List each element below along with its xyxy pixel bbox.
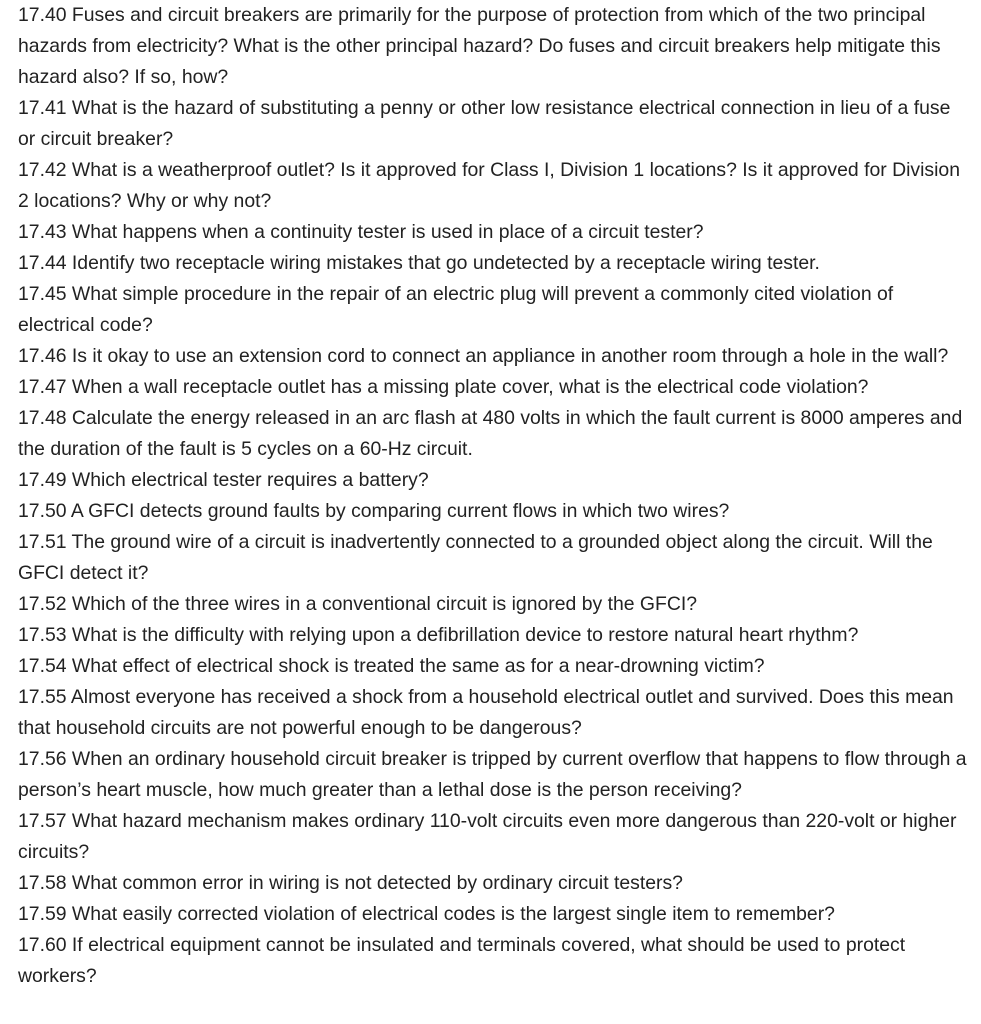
question-17-60: 17.60 If electrical equipment cannot be insulated and terminals covered, what should be used to protect workers? bbox=[18, 934, 906, 987]
question-17-54: 17.54 What effect of electrical shock is treated the same as for a near-drowning victim? bbox=[18, 655, 765, 677]
question-17-44: 17.44 Identify two receptacle wiring mistakes that go undetected by a receptacle wiring tester. bbox=[18, 252, 820, 274]
question-17-53: 17.53 What is the difficulty with relying upon a defibrillation device to restore natural heart rhythm? bbox=[18, 624, 859, 646]
question-17-42: 17.42 What is a weatherproof outlet? Is it approved for Class I, Division 1 locations? Is it approved for Division 2 locations? Why or why not? bbox=[18, 159, 960, 212]
question-17-47: 17.47 When a wall receptacle outlet has a missing plate cover, what is the electrical code violation? bbox=[18, 376, 869, 398]
question-17-50: 17.50 A GFCI detects ground faults by comparing current flows in which two wires? bbox=[18, 500, 730, 522]
question-17-58: 17.58 What common error in wiring is not detected by ordinary circuit testers? bbox=[18, 872, 683, 894]
question-17-51: 17.51 The ground wire of a circuit is inadvertently connected to a grounded object along the circuit. Will the GFCI detect it? bbox=[18, 531, 933, 584]
question-17-56: 17.56 When an ordinary household circuit breaker is tripped by current overflow that happens to flow through a person’s heart muscle, how much greater than a lethal dose is the person receiving? bbox=[18, 748, 967, 801]
question-17-57: 17.57 What hazard mechanism makes ordinary 110-volt circuits even more dangerous than 220-volt or higher circuits? bbox=[18, 810, 957, 863]
question-17-41: 17.41 What is the hazard of substituting a penny or other low resistance electrical connection in lieu of a fuse or circuit breaker? bbox=[18, 97, 951, 150]
question-17-59: 17.59 What easily corrected violation of electrical codes is the largest single item to remember? bbox=[18, 903, 835, 925]
question-17-52: 17.52 Which of the three wires in a conventional circuit is ignored by the GFCI? bbox=[18, 593, 698, 615]
question-17-46: 17.46 Is it okay to use an extension cord to connect an appliance in another room through a hole in the wall? bbox=[18, 345, 949, 367]
question-17-48: 17.48 Calculate the energy released in an arc flash at 480 volts in which the fault current is 8000 amperes and the duration of the fault is 5 cycles on a 60-Hz circuit. bbox=[18, 407, 963, 460]
question-17-40: 17.40 Fuses and circuit breakers are primarily for the purpose of protection from which of the two principal hazards from electricity? What is the other principal hazard? Do fuses and circuit breakers help mitigate this hazard also? If so, how? bbox=[18, 4, 941, 88]
question-17-49: 17.49 Which electrical tester requires a battery? bbox=[18, 469, 429, 491]
question-17-43: 17.43 What happens when a continuity tester is used in place of a circuit tester? bbox=[18, 221, 704, 243]
question-17-45: 17.45 What simple procedure in the repair of an electric plug will prevent a commonly cited violation of electrical code? bbox=[18, 283, 894, 336]
question-list bbox=[18, 0, 971, 992]
question-17-55: 17.55 Almost everyone has received a shock from a household electrical outlet and survived. Does this mean that household circuits are not powerful enough to be dangerous? bbox=[18, 686, 954, 739]
